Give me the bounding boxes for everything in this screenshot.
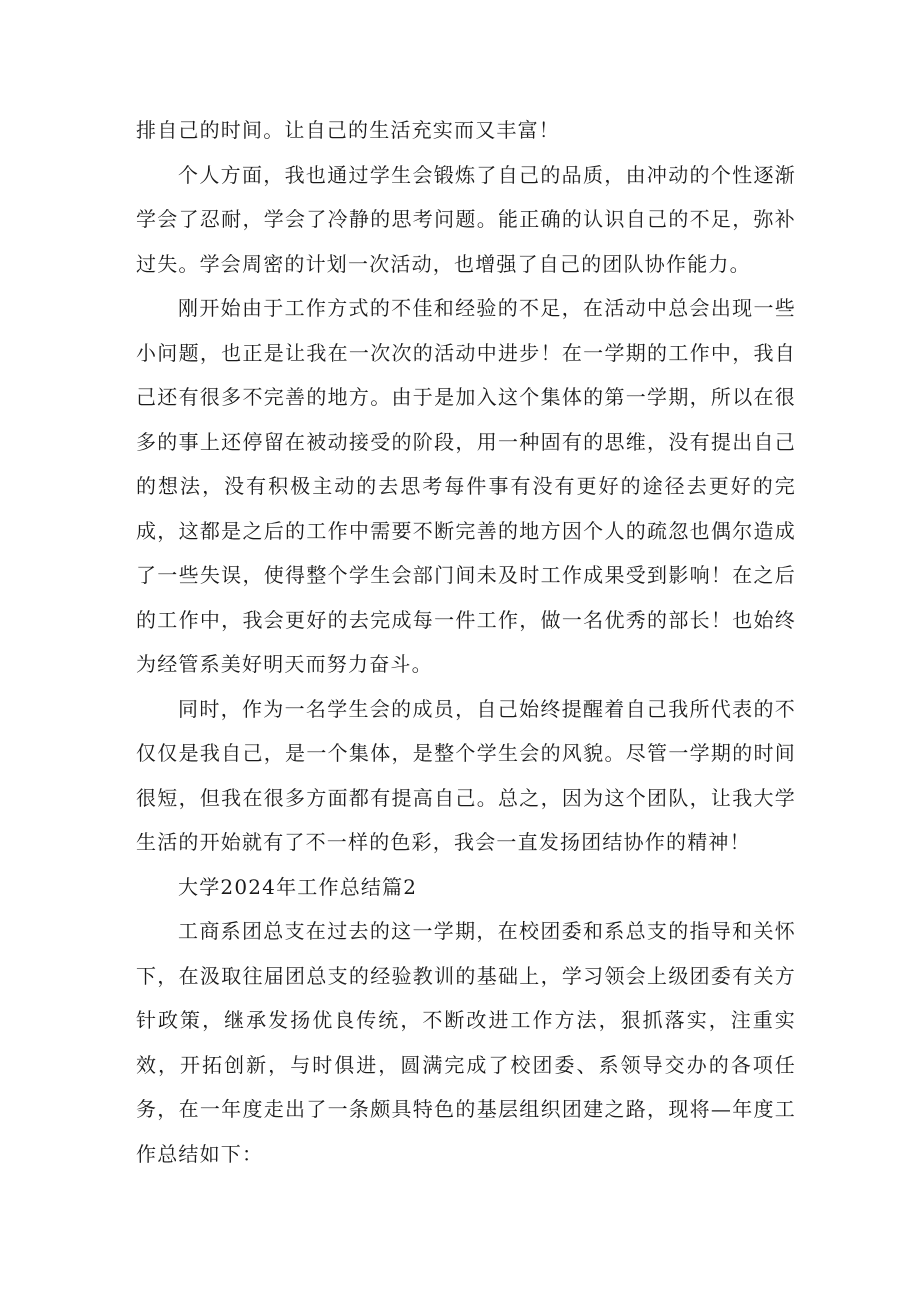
- paragraph-work-experience: 刚开始由于工作方式的不佳和经验的不足，在活动中总会出现一些小问题，也正是让我在一次次的活动中进步！在一学期的工作中，我自己还有很多不完善的地方。由于是加入这个集体的第一学期，所以在很多的事上还停留在被动接受的阶段，用一种固有的思维，没有提出自己的想法，没有积极主动的去思考每件事有没有更好的途径去更好的完成，这都是之后的工作中需要不断完善的地方因个人的疏忽也偶尔造成了一些失误，使得整个学生会部门间未及时工作成果受到影响！在之后的工作中，我会更好的去完成每一件工作，做一名优秀的部长！也始终为经管系美好明天而努力奋斗。: [136, 296, 796, 676]
- paragraph-team: 同时，作为一名学生会的成员，自己始终提醒着自己我所代表的不仅仅是我自己，是一个集体，是整个学生会的风貌。尽管一学期的时间很短，但我在很多方面都有提高自己。总之，因为这个团队，让我大学生活的开始就有了不一样的色彩，我会一直发扬团结协作的精神！: [136, 696, 796, 854]
- paragraph-personal: 个人方面，我也通过学生会锻炼了自己的品质，由冲动的个性逐渐学会了忍耐，学会了冷静的思考问题。能正确的认识自己的不足，弥补过失。学会周密的计划一次活动，也增强了自己的团队协作能力。: [136, 162, 796, 276]
- document-body: [136, 108, 796, 1176]
- section-heading: 大学2024年工作总结篇2: [178, 874, 418, 899]
- paragraph-section-intro: 工商系团总支在过去的这一学期，在校团委和系总支的指导和关怀下，在汲取往届团总支的经验教训的基础上，学习领会上级团委有关方针政策，继承发扬优良传统，不断改进工作方法，狠抓落实，注重实效，开拓创新，与时俱进，圆满完成了校团委、系领导交办的各项任务，在一年度走出了一条颇具特色的基层组织团建之路，现将—年度工作总结如下：: [136, 919, 796, 1166]
- paragraph-continued: 排自己的时间。让自己的生活充实而又丰富！: [136, 118, 560, 142]
